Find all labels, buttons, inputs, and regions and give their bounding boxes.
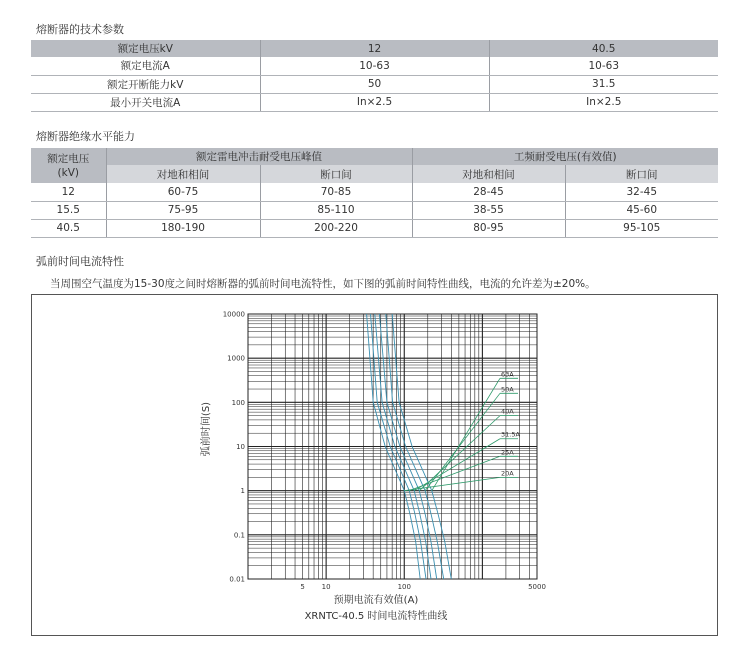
voltage-cell: 40.5 [31,219,106,237]
series-label: 20A [501,469,514,478]
chart-frame [31,294,718,636]
leader-line [432,378,500,490]
param-value: 40.5 [489,40,718,57]
voltage-cell: 15.5 [31,201,106,219]
lightning-header: 额定雷电冲击耐受电压峰值 [106,148,412,165]
power-freq-header: 工频耐受电压(有效值) [412,148,718,165]
param-label: 额定电流A [31,57,260,75]
param-value: In×2.5 [260,93,489,111]
table-row [31,93,718,111]
param-label: 额定开断能力kV [31,75,260,93]
leader-line [404,477,500,490]
x-axis-label: 预期电流有效值(A) [333,595,419,606]
param-label: 最小开关电流A [31,93,260,111]
value-cell: 38-55 [412,201,565,219]
x-tick-label: 5 [300,583,305,591]
y-tick-label: 10000 [222,310,245,319]
value-cell: 85-110 [260,201,412,219]
value-cell: 75-95 [106,201,260,219]
param-value: 10-63 [489,57,718,75]
y-tick-label: 1000 [227,354,245,363]
y-tick-label: 100 [231,398,245,407]
y-tick-label: 1 [240,487,245,496]
y-tick-label: 0.01 [229,575,245,584]
series-label: 50A [501,385,514,394]
value-cell: 32-45 [565,183,718,201]
table-header-row [31,148,718,165]
table-row [31,40,718,57]
voltage-cell: 12 [31,183,106,201]
series-label: 25A [501,448,514,457]
leader-line [425,393,500,490]
chart-caption: XRNTC-40.5 时间电流特性曲线 [304,611,448,622]
voltage-header: 额定电压 (kV) [47,152,90,179]
table-row [31,57,718,75]
x-tick-label: 10 [321,583,331,591]
value-cell: 80-95 [412,219,565,237]
value-cell: 95-105 [565,219,718,237]
section3-title: 弧前时间电流特性 [36,255,124,268]
value-cell: 60-75 [106,183,260,201]
x-tick-label: 100 [397,583,411,591]
y-axis-label: 弧前时间(S) [201,401,212,457]
table-subheader-row [31,165,718,183]
x-tick-label: 5000 [528,583,546,591]
value-cell: 70-85 [260,183,412,201]
value-cell: 180-190 [106,219,260,237]
param-value: 10-63 [260,57,489,75]
chart-grid [248,314,537,579]
value-cell: 45-60 [565,201,718,219]
section2-title: 熔断器绝缘水平能力 [36,130,135,143]
series-label: 63A [501,370,514,379]
y-tick-label: 10 [236,443,245,451]
param-value: 50 [260,75,489,93]
subheader-cell: 断口间 [565,165,718,183]
section1-title: 熔断器的技术参数 [36,23,124,36]
insulation-table [31,148,718,238]
series-label: 40A [501,407,514,416]
param-value: In×2.5 [489,93,718,111]
subheader-cell: 断口间 [260,165,412,183]
chart-description: 当周围空气温度为15-30度之间时熔断器的弧前时间电流特性，如下图的弧前时间特性曲线，电流的允许差为±20%。 [50,278,596,290]
table-row [31,75,718,93]
param-value: 31.5 [489,75,718,93]
y-tick-label: 0.1 [233,531,245,540]
table-row [31,219,718,237]
value-cell: 200-220 [260,219,412,237]
param-value: 12 [260,40,489,57]
subheader-cell: 对地和相间 [412,165,565,183]
series-label: 31.5A [501,430,520,439]
chart-labels [404,370,520,490]
tech-params-table [31,40,718,112]
table-row [31,183,718,201]
time-current-chart [32,295,717,635]
table-row [31,201,718,219]
value-cell: 28-45 [412,183,565,201]
subheader-cell: 对地和相间 [106,165,260,183]
param-label: 额定电压kV [117,43,173,55]
